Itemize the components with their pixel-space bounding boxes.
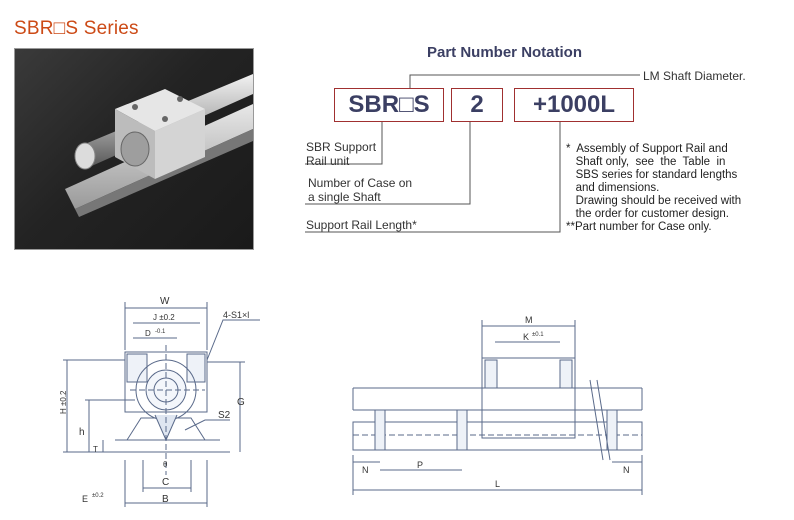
- dim-e: E: [82, 494, 89, 504]
- dim-l: L: [495, 479, 501, 489]
- part-number-notation-title: Part Number Notation: [427, 44, 583, 61]
- dim-d-tol: -0.1: [155, 329, 166, 335]
- dim-w: W: [160, 296, 170, 307]
- rail-length-label: Support Rail Length*: [306, 218, 417, 232]
- part-code-box-series: SBR□S: [334, 88, 444, 122]
- dim-h-total: H ±0.2: [59, 390, 68, 414]
- note-line: the order for customer design.: [566, 208, 729, 220]
- lm-shaft-diameter-label: LM Shaft Diameter.: [643, 69, 746, 83]
- note-line: Drawing should be received with: [566, 195, 742, 207]
- support-rail-label-line1: SBR Support: [306, 140, 377, 154]
- dim-k: K: [523, 332, 530, 342]
- dim-n-left: N: [362, 465, 369, 475]
- case-count-label-line2: a single Shaft: [308, 190, 381, 204]
- note-line: Shaft only, see the Table in: [566, 156, 726, 168]
- dim-g: G: [237, 397, 245, 408]
- side-view-drawing: [345, 310, 650, 500]
- series-title: SBR□S Series: [14, 18, 139, 39]
- part-code-box-length: +1000L: [514, 88, 634, 122]
- dim-n-right: N: [623, 465, 630, 475]
- dim-s1: 4-S1×l: [223, 310, 250, 320]
- dim-d: D: [145, 329, 151, 338]
- note-line: * Assembly of Support Rail and: [566, 143, 728, 155]
- dim-theta: θ: [163, 460, 168, 469]
- dim-s2: S2: [218, 410, 231, 421]
- note-line: **Part number for Case only.: [566, 221, 712, 233]
- dim-m: M: [525, 315, 533, 325]
- note-line: SBS series for standard lengths: [566, 169, 738, 181]
- dim-h: h: [79, 427, 85, 438]
- part-code-box-case-count: 2: [451, 88, 503, 122]
- support-rail-label-line2: Rail unit: [306, 154, 350, 168]
- dim-j: J ±0.2: [153, 313, 175, 322]
- dim-k-tol: ±0.1: [532, 332, 544, 338]
- dim-p: P: [417, 460, 424, 470]
- dim-b: B: [162, 494, 169, 505]
- front-section-drawing: [55, 290, 270, 515]
- case-count-label-line1: Number of Case on: [308, 176, 413, 190]
- dim-t: T: [93, 445, 98, 454]
- notes-block: [566, 143, 741, 234]
- dim-c: C: [162, 477, 170, 488]
- note-line: and dimensions.: [566, 182, 660, 194]
- dim-e-tol: ±0.2: [92, 493, 104, 499]
